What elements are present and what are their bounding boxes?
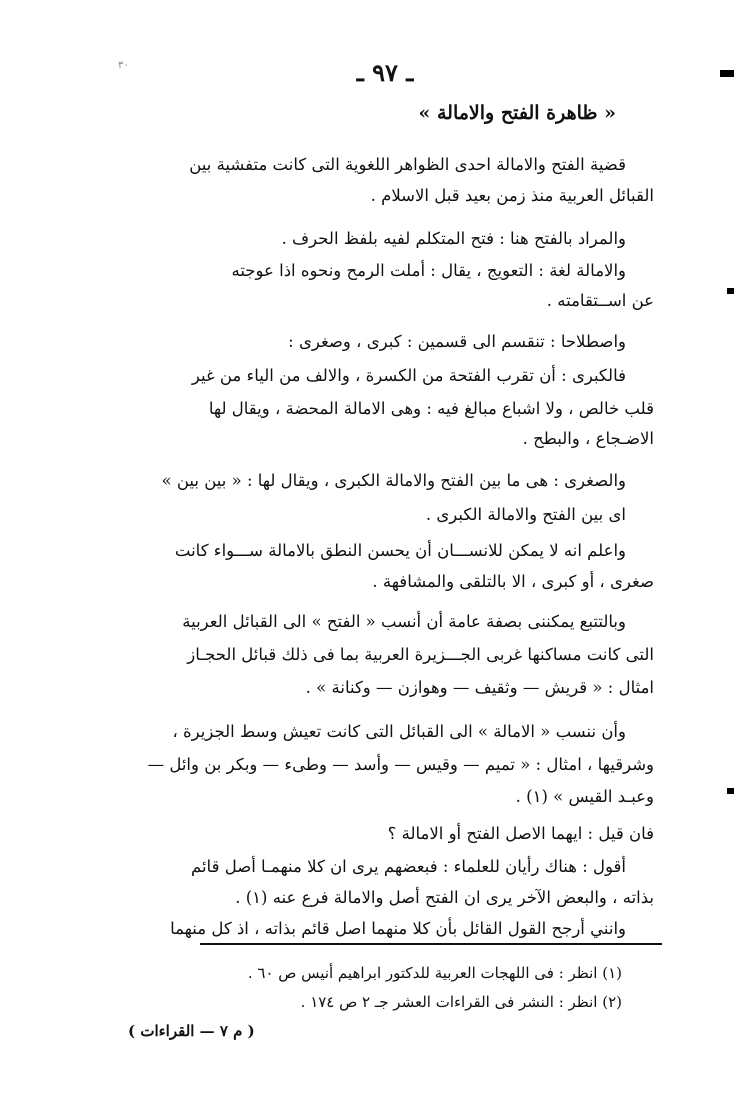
- page-number: ـ ٩٧ ـ: [356, 58, 414, 87]
- footnote: (٢) انظر : النشر فى القراءات العشر جـ ٢ ص ١٧٤ .: [300, 993, 622, 1011]
- body-line: فان قيل : ايهما الاصل الفتح أو الامالة ؟: [387, 824, 654, 843]
- body-line: وشرقيها ، امثال : « تميم — وقيس — وأسد — وطىء — وبكر بن وائل —: [147, 755, 654, 774]
- body-line: صغرى ، أو كبرى ، الا بالتلقى والمشافهة .: [372, 572, 654, 591]
- body-line: أقول : هناك رأيان للعلماء : فبعضهم يرى ان كلا منهمـا أصل قائم: [190, 857, 626, 876]
- body-line: قلب خالص ، ولا اشباع مبالغ فيه : وهى الامالة المحضة ، ويقال لها: [208, 399, 654, 418]
- body-line: والامالة لغة : التعويج ، يقال : أملت الرمح ونحوه اذا عوجته: [231, 261, 626, 280]
- body-line: فالكبرى : أن تقرب الفتحة من الكسرة ، والالف من الياء من غير: [191, 366, 626, 385]
- body-line: الاضـجاع ، والبطح .: [522, 429, 654, 448]
- body-line: قضية الفتح والامالة احدى الظواهر اللغوية التى كانت متفشية بين: [189, 155, 626, 174]
- body-line: واعلم انه لا يمكن للانســـان أن يحسن النطق بالامالة ســـواء كانت: [174, 541, 626, 560]
- body-line: بذاته ، والبعض الآخر يرى ان الفتح أصل والامالة فرع عنه (١) .: [235, 888, 654, 907]
- scan-speck: ٣٠: [118, 60, 129, 71]
- footnote: (١) انظر : فى اللهجات العربية للدكتور ابراهيم أنيس ص ٦٠ .: [247, 964, 622, 982]
- body-line: التى كانت مساكنها غربى الجـــزيرة العربية بما فى ذلك قبائل الحجـاز: [187, 645, 654, 664]
- body-line: القبائل العربية منذ زمن بعيد قبل الاسلام .: [370, 186, 654, 205]
- body-line: اى بين الفتح والامالة الكبرى .: [425, 505, 626, 524]
- body-line: وعبـد القيس » (١) .: [515, 787, 654, 806]
- scan-edge-mark: [727, 288, 734, 294]
- page-footer: ( م ٧ — القراءات ): [128, 1022, 255, 1040]
- body-line: عن اســتقامته .: [546, 291, 654, 310]
- body-line: وبالتتبع يمكننى بصفة عامة أن أنسب « الفتح » الى القبائل العربية: [182, 612, 626, 631]
- scan-edge-mark: [720, 70, 734, 77]
- section-title: « ظاهرة الفتح والامالة »: [418, 102, 616, 124]
- body-line: والمراد بالفتح هنا : فتح المتكلم لفيه بلفظ الحرف .: [281, 229, 626, 248]
- footnote-divider: [200, 943, 662, 945]
- body-line: امثال : « قريش — وثقيف — وهوازن — وكنانة » .: [305, 678, 654, 697]
- body-line: واصطلاحا : تنقسم الى قسمين : كبرى ، وصغرى :: [288, 332, 626, 351]
- body-line: وانني أرجح القول القائل بأن كلا منهما اصل قائم بذاته ، اذ كل منهما: [170, 919, 626, 938]
- scan-edge-mark: [727, 788, 734, 794]
- body-line: والصغرى : هى ما بين الفتح والامالة الكبرى ، ويقال لها : « بين بين »: [161, 471, 626, 490]
- body-line: وأن ننسب « الامالة » الى القبائل التى كانت تعيش وسط الجزيرة ،: [172, 722, 626, 741]
